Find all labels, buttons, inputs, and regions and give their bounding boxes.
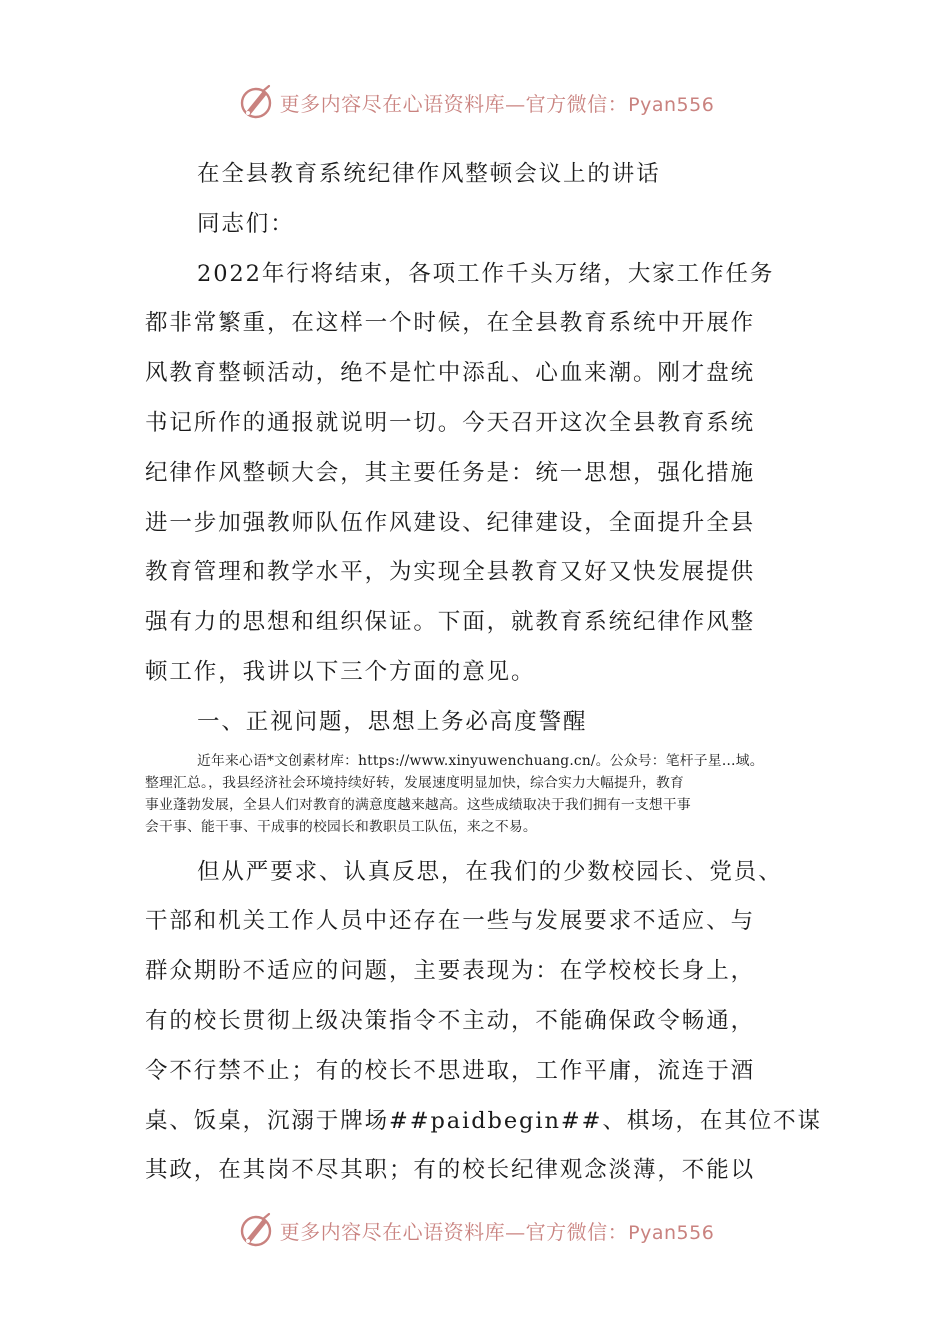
quill-logo-icon	[236, 1210, 276, 1250]
text-line: 有的校长贯彻上级决策指令不主动，不能确保政令畅通，	[145, 1007, 756, 1034]
salutation: 同志们：	[197, 210, 295, 237]
document-title: 在全县教育系统纪律作风整顿会议上的讲话	[197, 161, 661, 187]
watermark-slogan: 更多内容尽在心语资料库—官方微信：	[279, 1219, 629, 1244]
text-line: 顿工作，我讲以下三个方面的意见。	[145, 658, 536, 685]
watermark-text	[280, 88, 715, 117]
watermark-wechat: Pyan556	[628, 93, 715, 116]
section-heading-1: 一、正视问题，思想上务必高度警醒	[197, 708, 588, 735]
small-text-line: 近年来心语*文创素材库：https://www.xinyuwenchuang.cn/。公众号：笔杆子星…域。	[197, 752, 764, 769]
text-line: 书记所作的通报就说明一切。今天召开这次全县教育系统	[145, 409, 756, 436]
text-line: 桌、饭桌，沉溺于牌场##paidbegin##、棋场，在其位不谋	[145, 1107, 822, 1134]
text-line: 进一步加强教师队伍作风建设、纪律建设，全面提升全县	[145, 509, 756, 536]
text-line: 群众期盼不适应的问题，主要表现为：在学校校长身上，	[145, 958, 756, 985]
watermark-banner-top	[0, 80, 950, 124]
paragraph-1	[145, 250, 810, 698]
watermark-slogan: 更多内容尽在心语资料库—官方微信：	[279, 91, 629, 116]
document-body	[145, 150, 822, 1196]
text-line: 令不行禁不止；有的校长不思进取，工作平庸，流连于酒	[145, 1057, 756, 1084]
watermark-wechat: Pyan556	[628, 1221, 715, 1244]
text-line: 其政，在其岗不尽其职；有的校长纪律观念淡薄，不能以	[145, 1157, 756, 1184]
small-text-line: 会干事、能干事、干成事的校园长和教职员工队伍，来之不易。	[145, 818, 537, 835]
text-line: 风教育整顿活动，绝不是忙中添乱、心血来潮。刚才盘统	[145, 360, 756, 387]
text-line: 强有力的思想和组织保证。下面，就教育系统纪律作风整	[145, 609, 756, 636]
small-text-line: 事业蓬勃发展，全县人们对教育的满意度越来越高。这些成绩取决于我们拥有一支想干事	[145, 796, 691, 813]
text-line: 教育管理和教学水平，为实现全县教育又好又快发展提供	[145, 559, 756, 586]
text-line: 都非常繁重，在这样一个时候，在全县教育系统中开展作	[145, 310, 756, 337]
watermark-banner-bottom	[0, 1208, 950, 1252]
watermark-text	[280, 1216, 715, 1245]
text-line: 但从严要求、认真反思，在我们的少数校园长、党员、	[197, 858, 783, 885]
text-line: 2022年行将结束，各项工作千头万绪，大家工作任务	[197, 260, 775, 287]
text-line: 干部和机关工作人员中还存在一些与发展要求不适应、与	[145, 908, 756, 935]
paragraph-2	[145, 848, 822, 1197]
text-line: 纪律作风整顿大会，其主要任务是：统一思想，强化措施	[145, 459, 756, 486]
small-paragraph	[145, 750, 810, 838]
small-text-line: 整理汇总。，我县经济社会环境持续好转，发展速度明显加快，综合实力大幅提升，教育	[145, 774, 684, 791]
quill-logo-icon	[236, 82, 276, 122]
